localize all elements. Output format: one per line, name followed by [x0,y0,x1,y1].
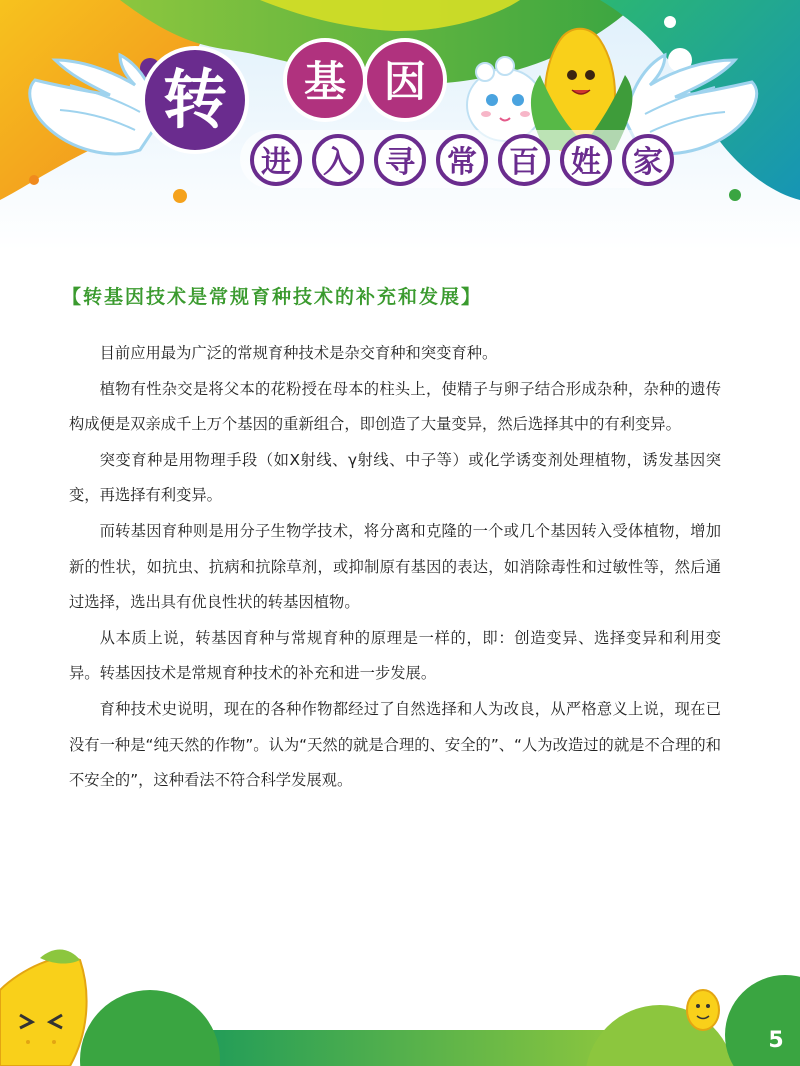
subtitle-char: 寻 [385,145,415,180]
subtitle-char: 姓 [571,145,601,180]
subtitle-char: 入 [323,145,353,180]
footer-banner [0,930,800,1066]
subtitle-char: 家 [633,145,663,180]
heading-bracket-open: 【 [62,286,84,308]
title-big-char: 转 [163,64,227,138]
paragraph: 突变育种是用物理手段（如X射线、γ射线、中子等）或化学诱变剂处理植物，诱发基因突变，再选择有利变异。 [69,450,721,505]
subtitle-char: 常 [447,145,477,180]
title-char: 基 [303,57,347,106]
bean-mascot-icon [687,990,719,1030]
section-heading [62,280,742,314]
paragraph: 育种技术史说明，现在的各种作物都经过了自然选择和人为改良，从严格意义上说，现在已没有一种是“纯天然的作物”。认为“天然的就是合理的、安全的”、“人为改造过的就是不合理的和不安全的”，这种看法不符合科学发展观。 [69,699,721,790]
potato-mascot-icon [0,950,87,1066]
paragraph: 目前应用最为广泛的常规育种技术是杂交育种和突变育种。 [99,344,498,362]
paragraph: 从本质上说，转基因育种与常规育种的原理是一样的，即：创造变异、选择变异和利用变异。转基因技术是常规育种技术的补充和进一步发展。 [69,628,721,683]
page-number: 5 [768,1028,784,1053]
body-text [69,336,721,799]
title-char: 因 [383,57,427,106]
header-banner [0,0,800,250]
paragraph: 植物有性杂交是将父本的花粉授在母本的柱头上，使精子与卵子结合形成杂种，杂种的遗传构成便是双亲成千上万个基因的重新组合，即创造了大量变异，然后选择其中的有利变异。 [69,379,721,434]
heading-bracket-close: 】 [461,286,483,308]
subtitle-char: 百 [509,145,539,180]
subtitle-char: 进 [261,145,291,180]
paragraph: 而转基因育种则是用分子生物学技术，将分离和克隆的一个或几个基因转入受体植物，增加新的性状，如抗虫、抗病和抗除草剂，或抑制原有基因的表达，如消除毒性和过敏性等，然后通过选择，选出具有优良性状的转基因植物。 [69,521,721,612]
heading-text: 转基因技术是常规育种技术的补充和发展 [83,286,462,308]
